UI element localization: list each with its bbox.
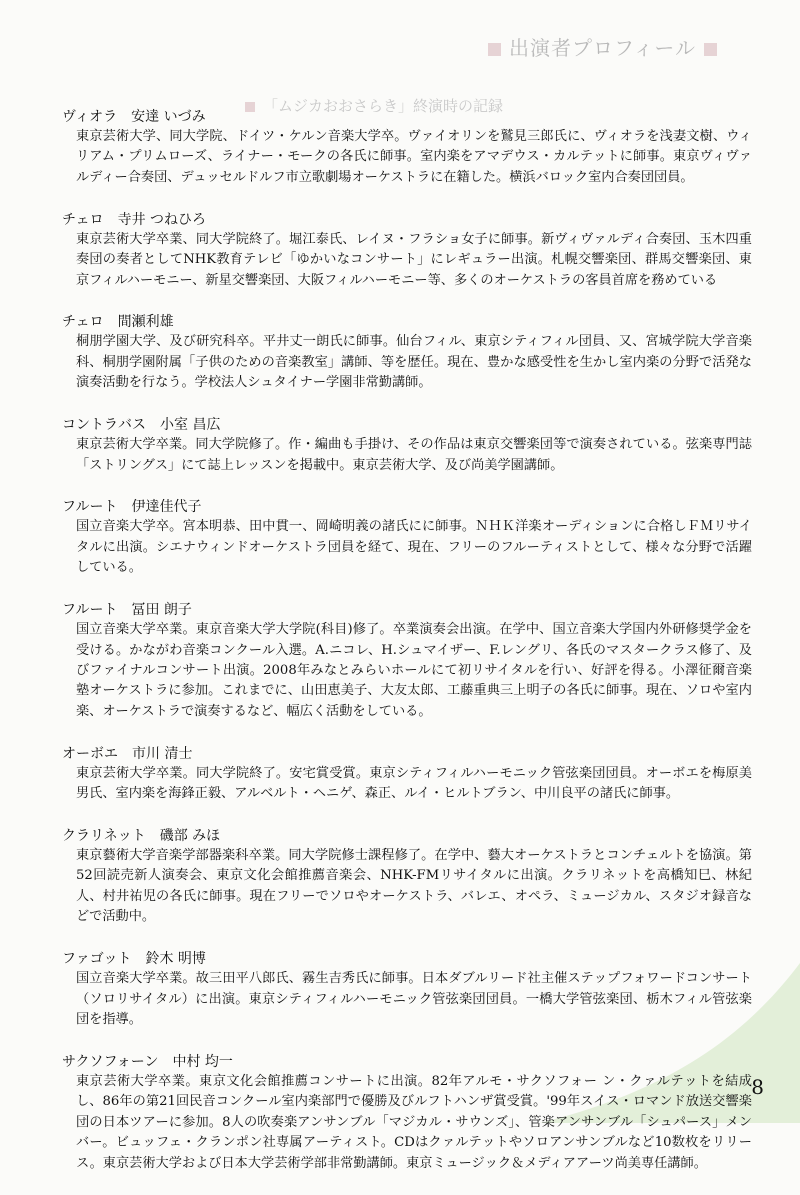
- profile-entry: [62, 826, 752, 928]
- performer-name: 寺井 つねひろ: [117, 211, 207, 228]
- performer-name: 冨田 朗子: [131, 602, 192, 619]
- instrument-label: コントラバス: [62, 417, 146, 434]
- performer-name: 間瀬利雄: [117, 314, 174, 331]
- performer-name: 磯部 みほ: [159, 828, 221, 845]
- instrument-label: フルート: [62, 499, 118, 516]
- profile-heading: [62, 949, 752, 969]
- profile-heading: [62, 826, 752, 846]
- profile-list: [62, 107, 752, 1195]
- profile-heading: [62, 497, 752, 517]
- profile-bio: 東京芸術大学卒業、同大学院終了。堀江泰氏、レイヌ・フラショ女子に師事。新ヴィヴァルディ合奏団、玉木四重奏団の奏者としてNHK教育テレビ「ゆかいなコンサート」にレギュラー出演。札幌交響楽団、群馬交響楽団、東京フィルハーモニー、新星交響楽団、大阪フィルハーモニー等、多くのオーケストラの客員首席を務めている: [76, 231, 752, 288]
- profile-heading: [62, 744, 752, 764]
- profile-entry: [62, 312, 752, 393]
- profile-entry: [62, 744, 752, 805]
- profile-entry: [62, 600, 752, 722]
- performer-name: 市川 清士: [132, 745, 193, 762]
- profile-bio: 東京芸術大学卒業。同大学院修了。作・編曲も手掛け、その作品は東京交響楽団等で演奏されている。弦楽専門誌「ストリングス」にて誌上レッスンを掲載中。東京芸術大学、及び尚美学園講師。: [76, 437, 752, 473]
- profile-bio: 国立音楽大学卒業。東京音楽大学大学院(科目)修了。卒業演奏会出演。在学中、国立音楽大学国内外研修奨学金を受ける。かながわ音楽コンクール入選。A.ニコレ、H.シュマイザー、F.レングリ、各氏のマスタークラス修了、及びファイナルコンサート出演。2008年みなとみらいホールにて初リサイタルを行い、好評を得る。小澤征爾音楽塾オーケストラに参加。これまでに、山田恵美子、大友太郎、工藤重典三上明子の各氏に師事。現在、ソロや室内楽、オーケストラで演奏するなど、幅広く活動をしている。: [76, 622, 752, 719]
- performer-name: 鈴木 明博: [145, 951, 206, 968]
- profile-heading: [62, 600, 752, 620]
- header-subtitle-text: 「ムジカおおさらき」終演時の記録: [263, 97, 504, 115]
- profile-entry: [62, 1052, 752, 1174]
- profile-bio: 桐朋学園大学、及び研究科卒。平井丈一朗氏に師事。仙台フィル、東京シティフィル団員、又、宮城学院大学音楽科、桐朋学園附属「子供のための音楽教室」講師、等を歴任。現在、豊かな感受性を生かし室内楽の分野で活発な演奏活動を行なう。学校法人シュタイナー学園非常勤講師。: [76, 334, 752, 391]
- profile-bio: 東京芸術大学卒業。東京文化会館推薦コンサートに出演。82年アルモ・サクソフォー ン・クァルテットを結成し、86年の第21回民音コンクール室内楽部門で優勝及びルフトハンザ賞受賞。'99年スイス・ロマンド放送交響楽団の日本ツアーに参加。8人の吹奏楽アンサンブル「マジカル・サウンズ」、管楽アンサンブル「シュパース」メンバー。ビュッフェ・クランポン社専属アーティスト。CDはクァルテットやソロアンサンブルなど10数枚をリリース。東京芸術大学および日本大学芸術学部非常勤講師。東京ミュージック＆メディアアーツ尚美専任講師。: [76, 1073, 752, 1171]
- performer-name: 安達 いづみ: [131, 109, 206, 125]
- square-bullet-icon: [704, 43, 717, 56]
- profile-bio: 東京芸術大学、同大学院、ドイツ・ケルン音楽大学卒。ヴァイオリンを鷲見三郎氏に、ヴィオラを浅妻文樹、ウィリアム・プリムローズ、ライナー・モークの各氏に師事。室内楽をアマデウス・カルテットに師事。東京ヴィヴァルディー合奏団、デュッセルドルフ市立歌劇場オーケストラに在籍した。横浜バロック室内合奏団団員。: [76, 129, 752, 185]
- profile-heading: [62, 107, 752, 127]
- profile-entry: [62, 210, 752, 291]
- instrument-label: オーボエ: [62, 745, 118, 762]
- header-title-text: 出演者プロフィール: [509, 36, 696, 60]
- profile-bio: 国立音楽大学卒。宮本明恭、田中貫一、岡崎明義の諸氏にに師事。ＮＨＫ洋楽オーディションに合格しＦＭリサイタルに出演。シエナウィンドオーケストラ団員を経て、現在、フリーのフルーティストとして、様々な分野で活躍している。: [76, 519, 752, 576]
- instrument-label: チェロ: [62, 211, 104, 228]
- instrument-label: チェロ: [62, 314, 104, 331]
- instrument-label: クラリネット: [62, 828, 146, 845]
- profile-entry: [62, 107, 752, 188]
- instrument-label: ヴィオラ: [62, 109, 118, 125]
- performer-name: 中村 均一: [172, 1053, 233, 1070]
- instrument-label: ファゴット: [62, 951, 132, 968]
- faint-header-title: [480, 32, 740, 61]
- profile-heading: [62, 415, 752, 435]
- page-number: 8: [751, 1075, 764, 1099]
- performer-name: 伊達佳代子: [131, 499, 202, 516]
- performer-name: 小室 昌広: [160, 417, 221, 434]
- profile-bio: 国立音楽大学卒業。故三田平八郎氏、霧生吉秀氏に師事。日本ダブルリード社主催ステップフォワードコンサート（ソロリサイタル）に出演。東京シティフィルハーモニック管弦楽団団員。一橋大学管弦楽団、栃木フィル管弦楽団を指導。: [76, 971, 752, 1027]
- profile-bio: 東京芸術大学卒業。同大学院終了。安宅賞受賞。東京シティフィルハーモニック管弦楽団団員。オーボエを梅原美男氏、室内楽を海鋒正毅、アルベルト・ヘニゲ、森正、ルイ・ヒルトブラン、中川良平の諸氏に師事。: [76, 765, 752, 802]
- instrument-label: サクソフォーン: [62, 1053, 159, 1070]
- square-bullet-icon: [488, 43, 501, 56]
- profile-entry: [62, 949, 752, 1030]
- profile-entry: [62, 497, 752, 578]
- instrument-label: フルート: [62, 602, 118, 619]
- profile-heading: [62, 312, 752, 332]
- profile-bio: 東京藝術大学音楽学部器楽科卒業。同大学院修士課程修了。在学中、藝大オーケストラとコンチェルトを協演。第52回読売新人演奏会、東京文化会館推薦音楽会、NHK-FMリサイタルに出演。クラリネットを高橋知巳、林紀人、村井祐児の各氏に師事。現在フリーでソロやオーケストラ、バレエ、オペラ、ミュージカル、スタジオ録音などで活動中。: [76, 848, 752, 925]
- profile-heading: [62, 1052, 752, 1072]
- profile-entry: [62, 415, 752, 476]
- profile-heading: [62, 210, 752, 230]
